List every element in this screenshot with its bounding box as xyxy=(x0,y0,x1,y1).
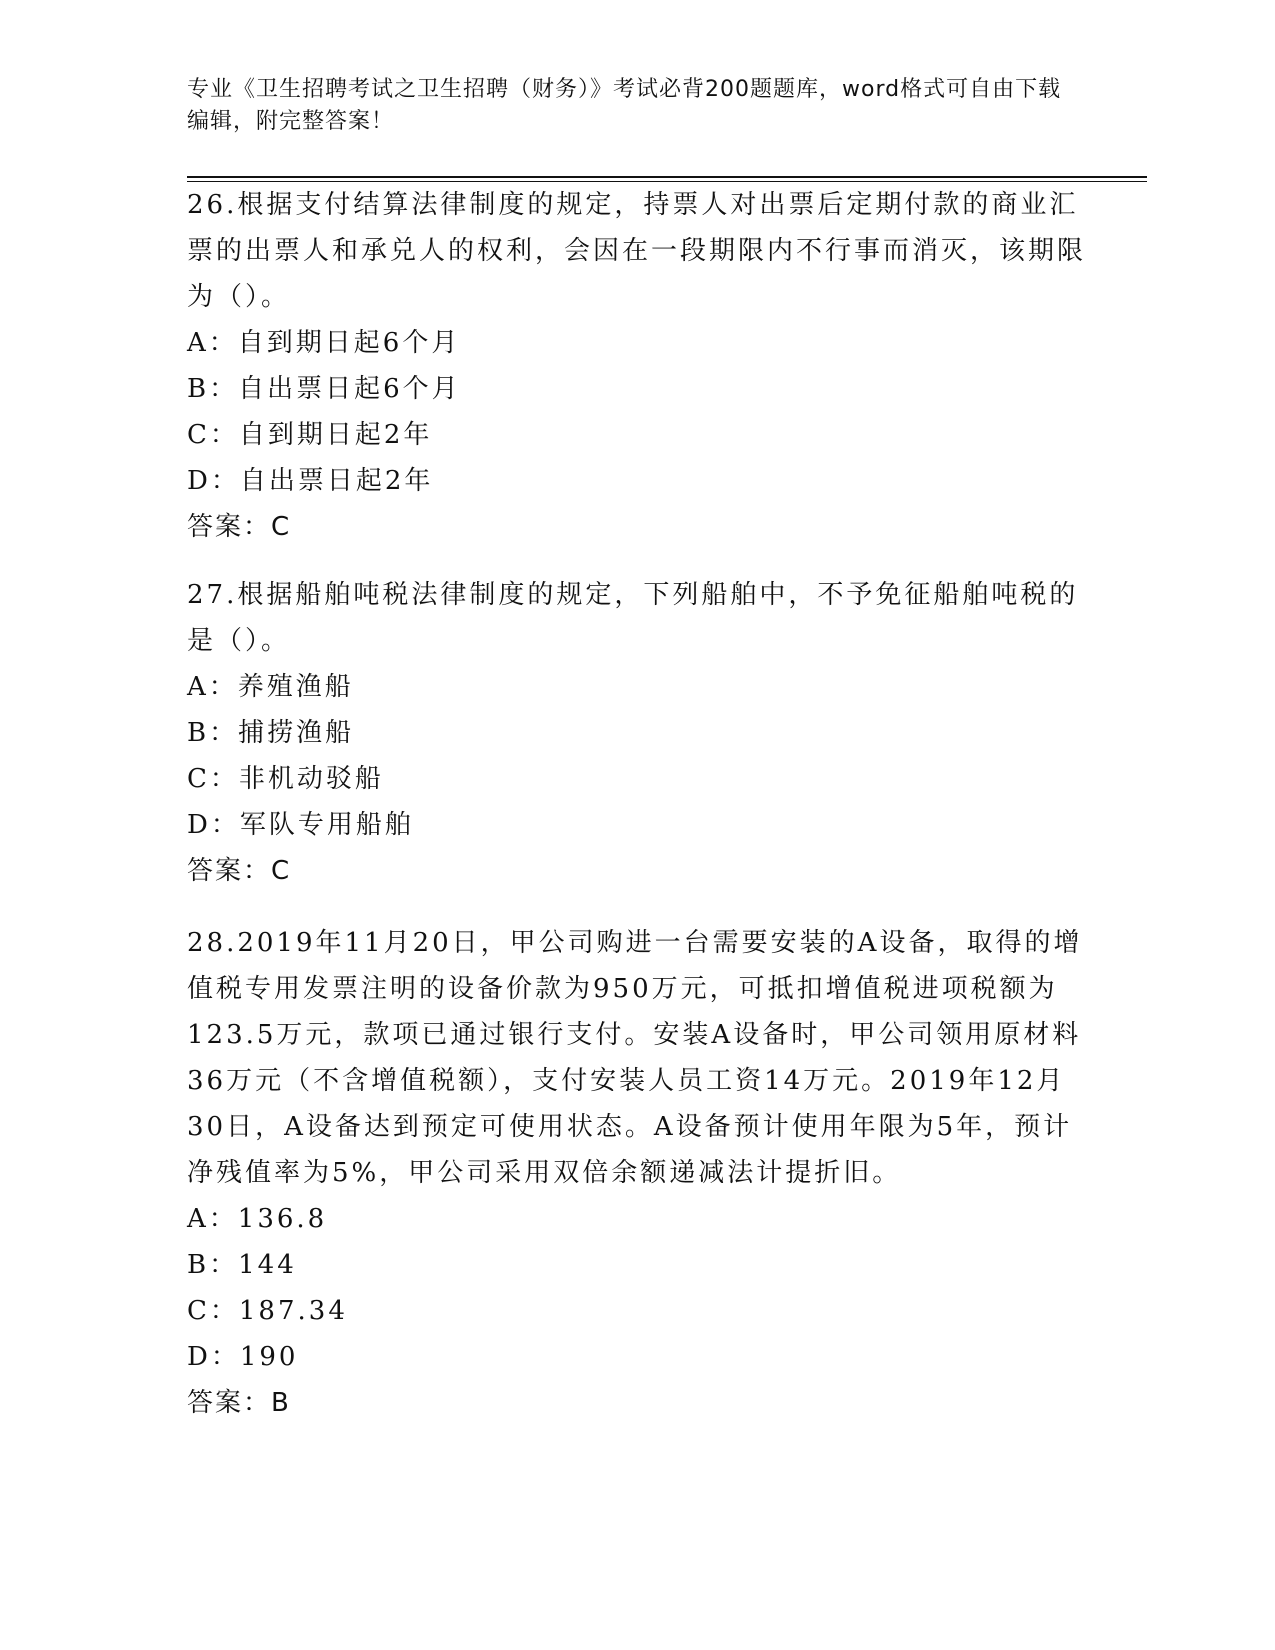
option-list xyxy=(187,664,1087,848)
option-d: D：自出票日起2年 xyxy=(187,466,434,496)
option-b: B：捕捞渔船 xyxy=(187,718,355,748)
question-27 xyxy=(187,572,1087,894)
document-header: 专业《卫生招聘考试之卫生招聘（财务）》考试必背200题题库，word格式可自由下载编辑，附完整答案！ xyxy=(187,77,1062,134)
question-stem: 28.2019年11月20日，甲公司购进一台需要安装的A设备，取得的增值税专用发票注明的设备价款为950万元，可抵扣增值税进项税额为123.5万元，款项已通过银行支付。安装A设备时，甲公司领用原材料36万元（不含增值税额），支付安装人员工资14万元。2019年12月30日，A设备达到预定可使用状态。A设备预计使用年限为5年，预计净残值率为5%，甲公司采用双倍余额递减法计提折旧。 xyxy=(187,928,1083,1188)
question-stem: 27.根据船舶吨税法律制度的规定，下列船舶中，不予免征船舶吨税的是（）。 xyxy=(187,580,1079,656)
option-c: C：非机动驳船 xyxy=(187,764,384,794)
option-list xyxy=(187,320,1087,504)
question-28 xyxy=(187,920,1087,1426)
option-c: C：187.34 xyxy=(187,1296,348,1326)
option-a: A：136.8 xyxy=(187,1204,328,1234)
option-c: C：自到期日起2年 xyxy=(187,420,433,450)
answer-label: 答案：C xyxy=(187,856,292,886)
answer-label: 答案：C xyxy=(187,512,292,542)
question-stem: 26.根据支付结算法律制度的规定，持票人对出票后定期付款的商业汇票的出票人和承兑人的权利，会因在一段期限内不行事而消灭，该期限为（）。 xyxy=(187,190,1087,312)
question-26 xyxy=(187,182,1087,550)
answer-label: 答案：B xyxy=(187,1388,291,1418)
option-b: B：144 xyxy=(187,1250,297,1280)
option-a: A：养殖渔船 xyxy=(187,672,354,702)
option-d: D：190 xyxy=(187,1342,299,1372)
option-a: A：自到期日起6个月 xyxy=(187,328,461,358)
option-d: D：军队专用船舶 xyxy=(187,810,414,840)
option-list xyxy=(187,1196,1087,1380)
option-b: B：自出票日起6个月 xyxy=(187,374,461,404)
